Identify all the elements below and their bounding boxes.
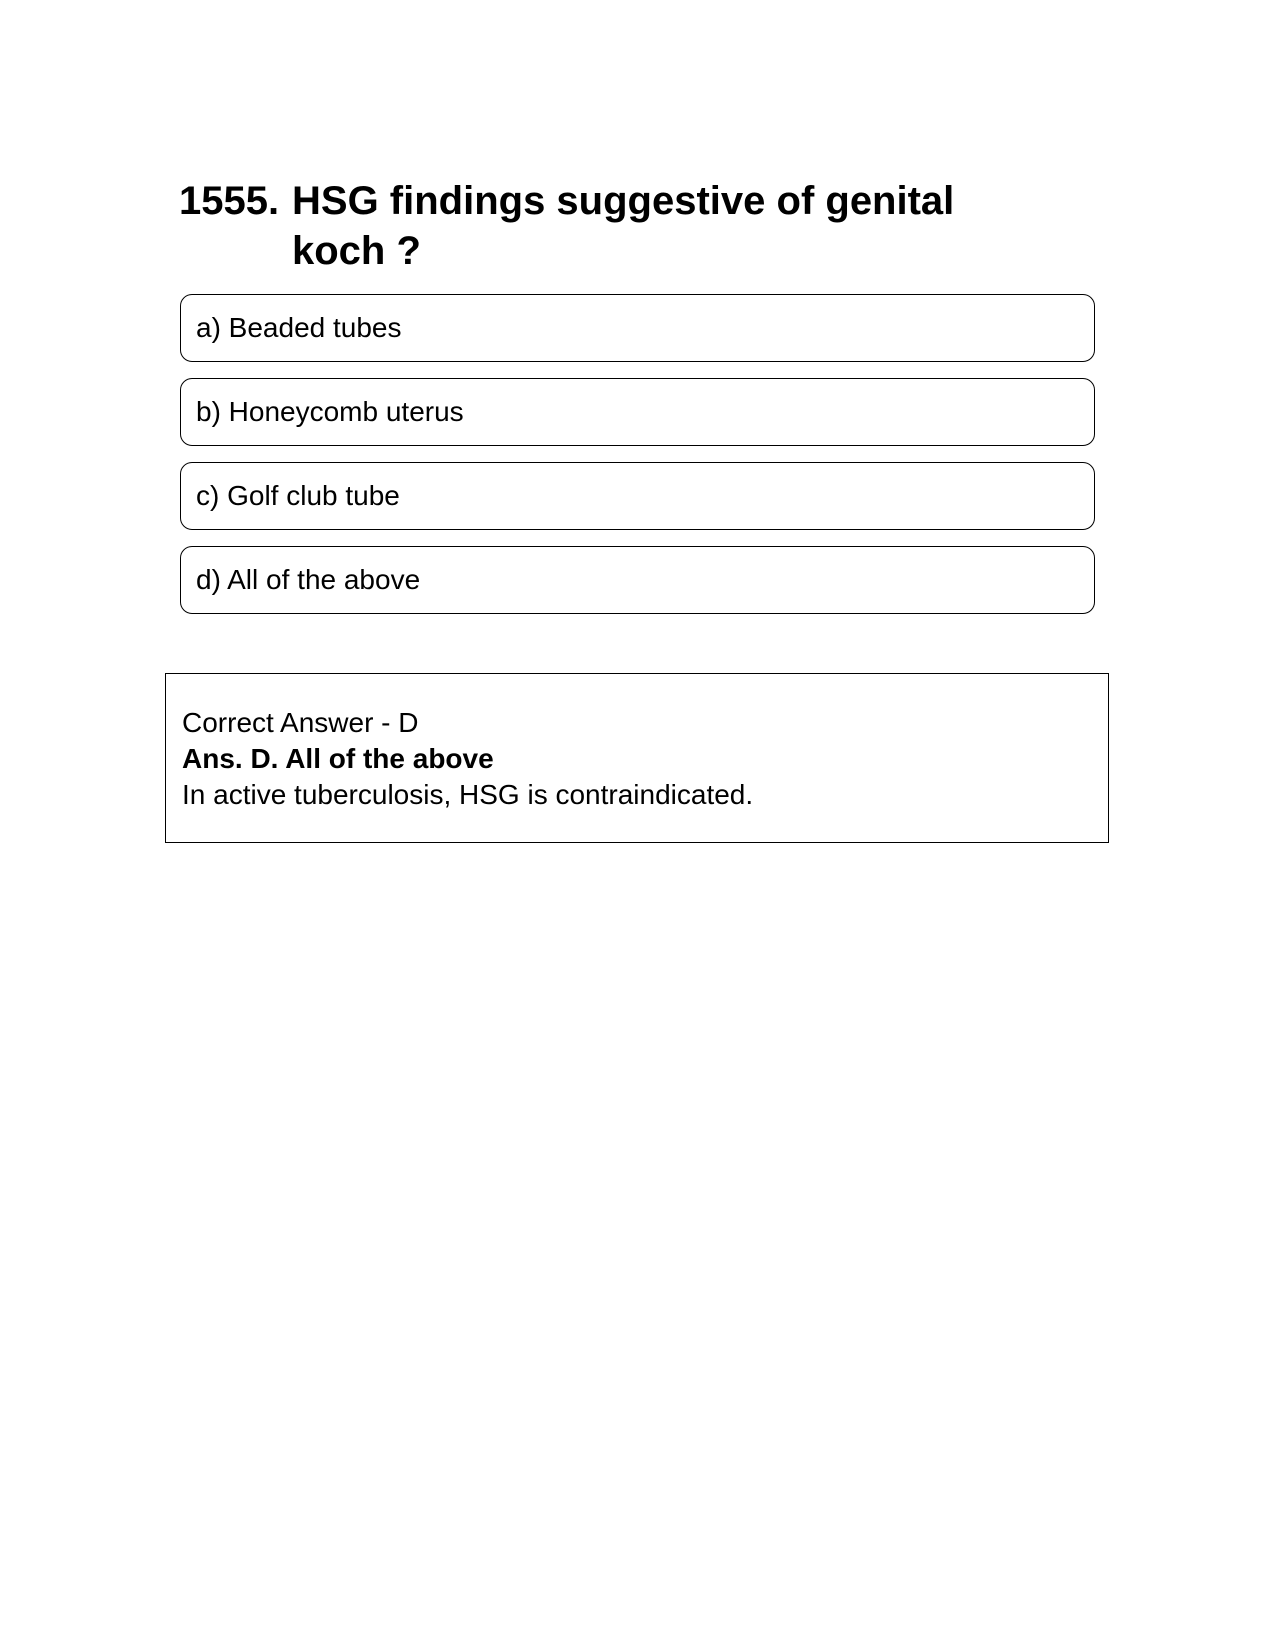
answer-box <box>165 673 1109 843</box>
question-text: HSG findings suggestive of genital koch ? <box>292 179 955 273</box>
option-d-label: d) All of the above <box>196 564 421 595</box>
question-number: 1555. <box>179 179 280 223</box>
option-a[interactable] <box>180 294 1095 362</box>
option-d[interactable] <box>180 546 1095 614</box>
correct-answer: Correct Answer - D <box>182 707 419 738</box>
option-b-label: b) Honeycomb uterus <box>196 396 464 427</box>
option-c[interactable] <box>180 462 1095 530</box>
answer-explanation: In active tuberculosis, HSG is contraindicated. <box>182 779 754 810</box>
answer-heading: Ans. D. All of the above <box>182 743 494 774</box>
question <box>179 176 1079 276</box>
option-c-label: c) Golf club tube <box>196 480 400 511</box>
options-list <box>180 294 1095 630</box>
option-b[interactable] <box>180 378 1095 446</box>
option-a-label: a) Beaded tubes <box>196 312 402 343</box>
